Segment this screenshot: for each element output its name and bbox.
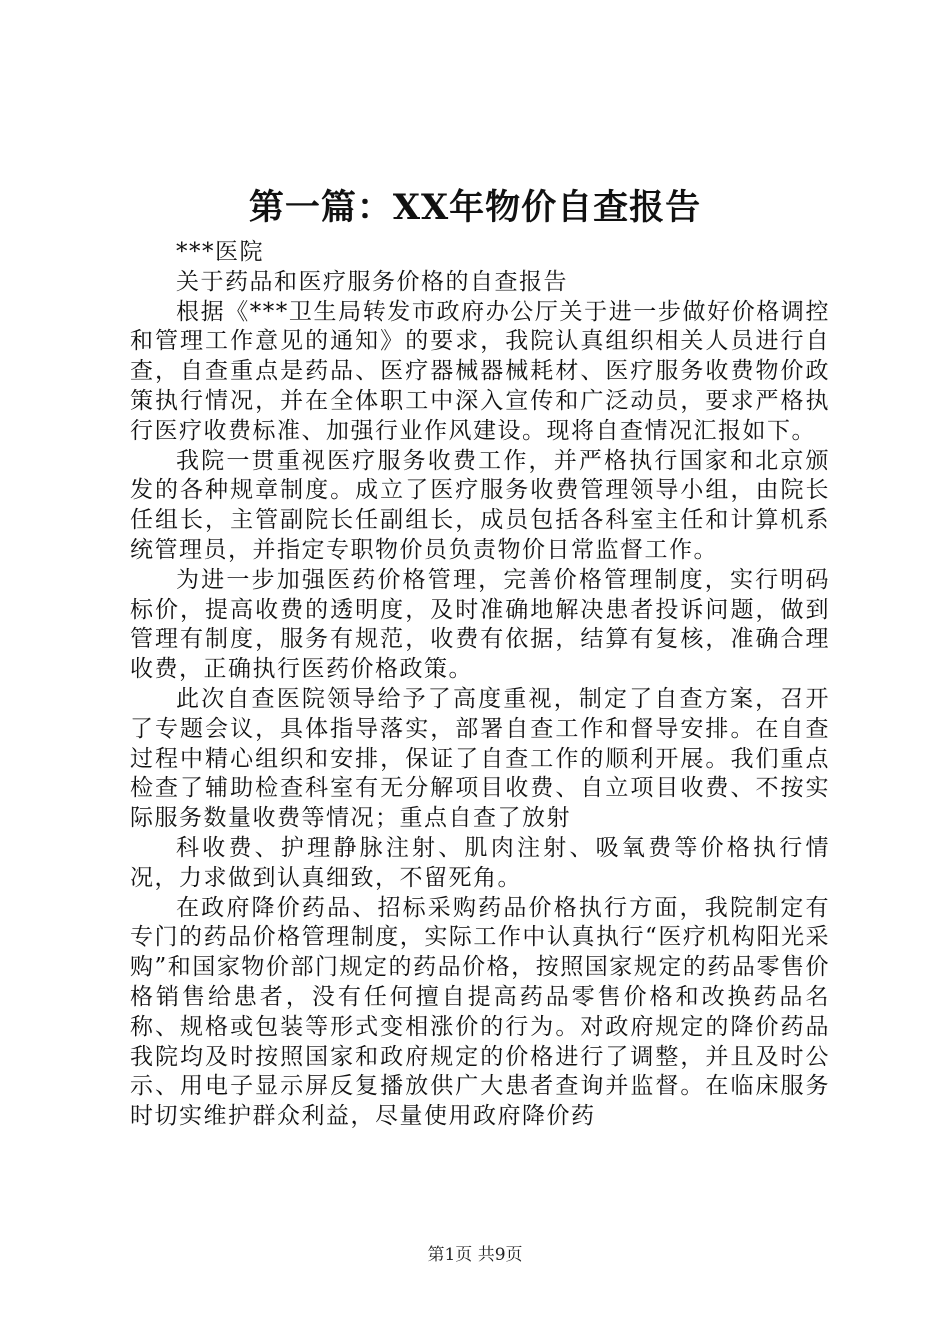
paragraph-report-subtitle: 关于药品和医疗服务价格的自查报告: [176, 268, 568, 295]
paragraph-drug-pricing: 在政府降价药品、招标采购药品价格执行方面，我院制定有专门的药品价格管理制度，实际工作中认真执行“医疗机构阳光采购”和国家物价部门规定的药品价格，按照国家规定的药品零售价格销售给患者，没有任何擅自提高药品零售价格和改换药品名称、规格或包装等形式变相涨价的行为。对政府规定的降价药品我院均及时按照国家和政府规定的价格进行了调整，并且及时公示、用电子显示屏反复播放供广大患者查询并监督。在临床服务时切实维护群众利益，尽量使用政府降价药: [130, 894, 830, 1130]
paragraph-organization: 我院一贯重视医疗服务收费工作，并严格执行国家和北京颁发的各种规章制度。成立了医疗服务收费管理领导小组，由院长任组长，主管副院长任副组长，成员包括各科室主任和计算机系统管理员，并指定专职物价员负责物价日常监督工作。: [130, 447, 830, 563]
document-title: 第一篇：XX年物价自查报告: [248, 187, 702, 228]
paragraph-hospital-name: ***医院: [176, 239, 264, 265]
paragraph-self-inspection: 此次自查医院领导给予了高度重视，制定了自查方案，召开了专题会议，具体指导落实，部署自查工作和督导安排。在自查过程中精心组织和安排，保证了自查工作的顺利开展。我们重点检查了辅助检查科室有无分解项目收费、自立项目收费、不按实际服务数量收费等情况；重点自查了放射: [130, 685, 830, 832]
paragraph-radiology-fees: 科收费、护理静脉注射、肌肉注射、吸氧费等价格执行情况，力求做到认真细致，不留死角。: [130, 834, 830, 891]
paragraph-management: 为进一步加强医药价格管理，完善价格管理制度，实行明码标价，提高收费的透明度，及时准确地解决患者投诉问题，做到管理有制度，服务有规范，收费有依据，结算有复核，准确合理收费，正确执行医药价格政策。: [130, 566, 830, 683]
page-number-footer: 第1页 共9页: [427, 1245, 523, 1265]
document-body: [130, 238, 830, 1132]
paragraph-intro: 根据《***卫生局转发市政府办公厅关于进一步做好价格调控和管理工作意见的通知》的要求，我院认真组织相关人员进行自查，自查重点是药品、医疗器械器械耗材、医疗服务收费物价政策执行情况，并在全体职工中深入宣传和广泛动员，要求严格执行医疗收费标准、加强行业作风建设。现将自查情况汇报如下。: [130, 298, 830, 444]
